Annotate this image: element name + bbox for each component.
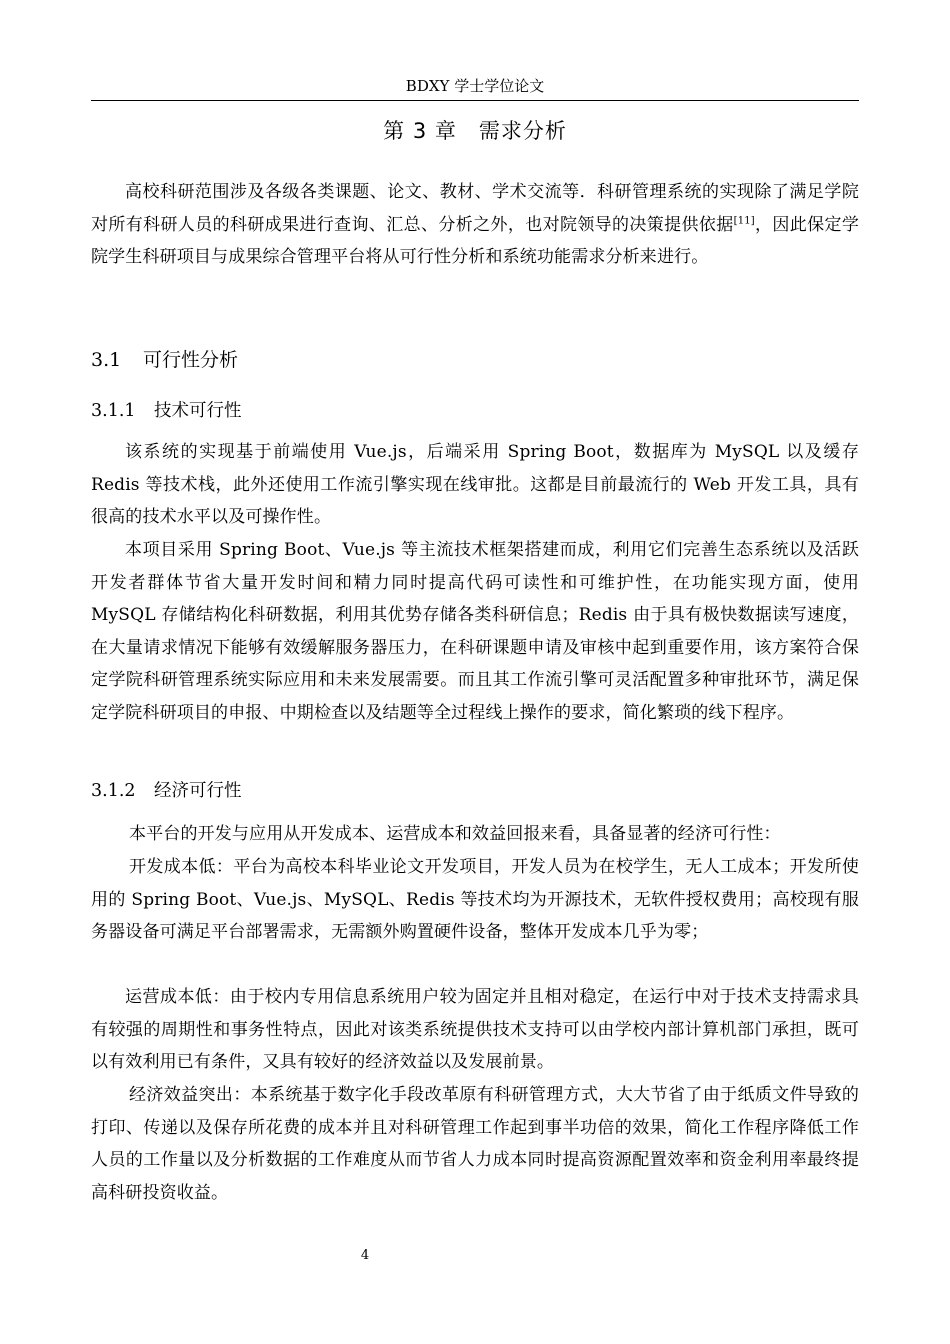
- chapter-title: [91, 116, 859, 146]
- intro-paragraph: [91, 176, 859, 274]
- intro-text-cont: ，因此保定学院学生科研项目与成果综合管理平台将从可行性分析和系统功能需求分析来进行。: [91, 214, 859, 268]
- econ-paragraph-4: 经济效益突出：本系统基于数字化手段改革原有科研管理方式，大大节省了由于纸质文件导致的打印、传递以及保存所花费的成本并且对科研管理工作起到事半功倍的效果，简化工作程序降低工作人员的工作量以及分析数据的工作难度从而节省人力成本同时提高资源配置效率和资金利用率最终提高科研投资收益。: [91, 1085, 859, 1203]
- section-number: 3.1: [91, 349, 122, 371]
- subsection-number: 3.1.2: [91, 781, 136, 801]
- chapter-number: 第 3 章: [383, 119, 457, 143]
- section-heading-3-1: [91, 346, 238, 374]
- subsection-number: 3.1.1: [91, 401, 136, 421]
- section-title: 可行性分析: [143, 349, 239, 371]
- running-header: BDXY 学士学位论文: [405, 77, 545, 95]
- subsection-heading-3-1-1: [91, 398, 242, 424]
- intro-text: 高校科研范围涉及各级各类课题、论文、教材、学术交流等．科研管理系统的实现除了满足学院对所有科研人员的科研成果进行查询、汇总、分析之外，也对院领导的决策提供依据: [91, 182, 859, 235]
- subsection-title: 技术可行性: [154, 401, 242, 421]
- header-rule: [91, 100, 859, 101]
- tech-paragraph-1: 该系统的实现基于前端使用 Vue.js，后端采用 Spring Boot，数据库为 MySQL 以及缓存 Redis 等技术栈，此外还使用工作流引擎实现在线审批。这都是目前最流行的 Web 开发工具，具有很高的技术水平以及可操作性。: [91, 442, 859, 528]
- subsection-title: 经济可行性: [154, 781, 242, 801]
- chapter-name: 需求分析: [478, 119, 567, 143]
- tech-paragraph-2: 本项目采用 Spring Boot、Vue.js 等主流技术框架搭建而成，利用它们完善生态系统以及活跃开发者群体节省大量开发时间和精力同时提高代码可读性和可维护性，在功能实现方面，使用 MySQL 存储结构化科研数据，利用其优势存储各类科研信息；Redis 由于具有极快数据读写速度，在大量请求情况下能够有效缓解服务器压力，在科研课题申请及审核中起到重要作用，该方案符合保定学院科研管理系统实际应用和未来发展需要。而且其工作流引擎可灵活配置多种审批环节，满足保定学院科研项目的申报、中期检查以及结题等全过程线上操作的要求，简化繁琐的线下程序。: [91, 540, 859, 723]
- econ-paragraph-1: 本平台的开发与应用从开发成本、运营成本和效益回报来看，具备显著的经济可行性：: [129, 824, 781, 844]
- econ-paragraph-2: 开发成本低：平台为高校本科毕业论文开发项目，开发人员为在校学生，无人工成本；开发所使用的 Spring Boot、Vue.js、MySQL、Redis 等技术均为开源技术，无软件授权费用；高校现有服务器设备可满足平台部署需求，无需额外购置硬件设备，整体开发成本几乎为零；: [91, 857, 859, 943]
- econ-paragraph-3: 运营成本低：由于校内专用信息系统用户较为固定并且相对稳定，在运行中对于技术支持需求具有较强的周期性和事务性特点，因此对该类系统提供技术支持可以由学校内部计算机部门承担，既可以有效利用已有条件，又具有较好的经济效益以及发展前景。: [91, 987, 859, 1073]
- page-number: 4: [360, 1248, 370, 1263]
- subsection-heading-3-1-2: [91, 778, 242, 804]
- citation-ref: [11]: [733, 214, 755, 226]
